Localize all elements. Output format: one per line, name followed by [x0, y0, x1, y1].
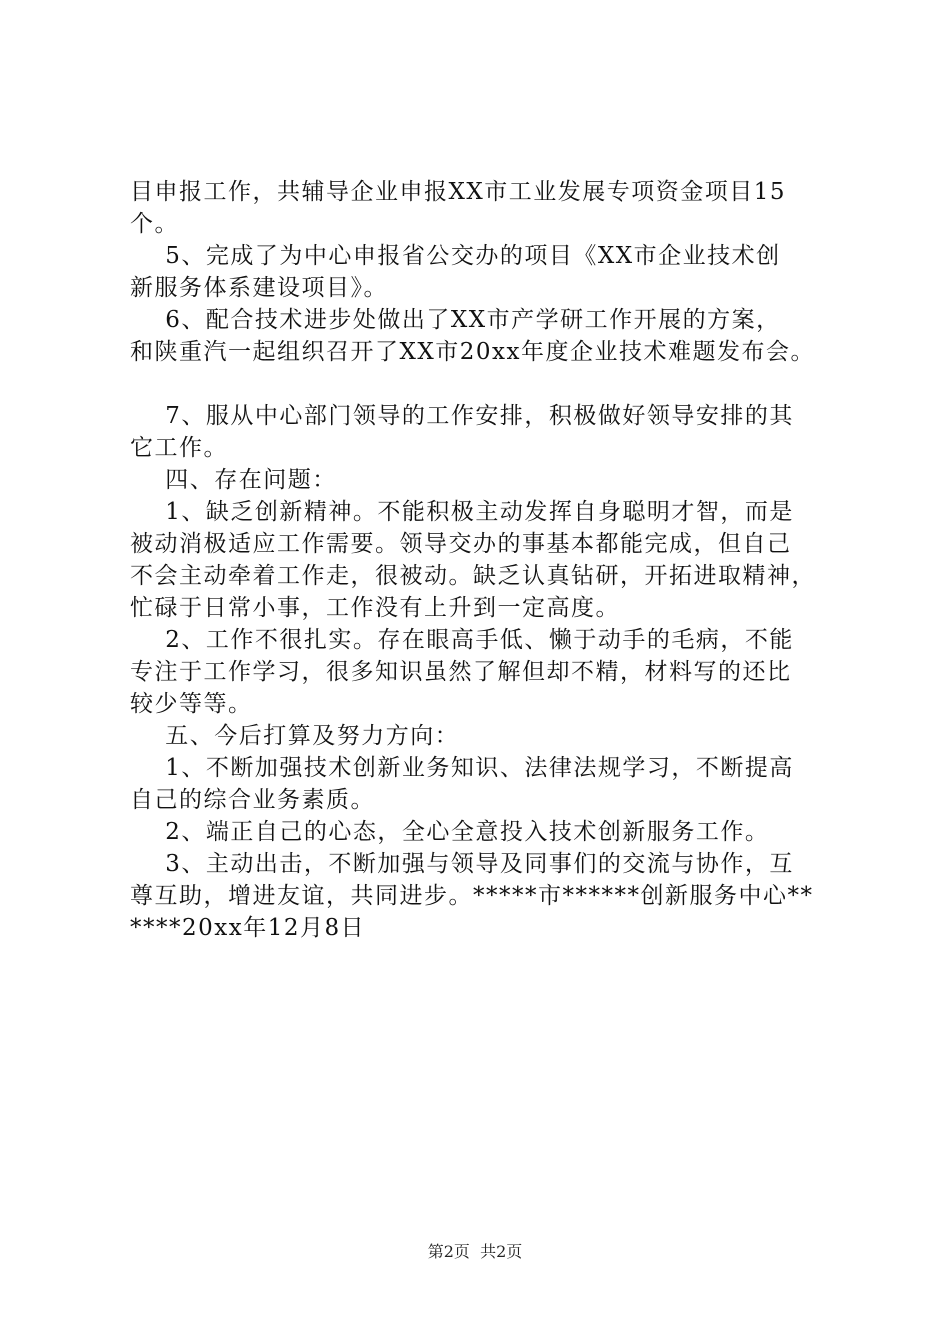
text-line: 和陕重汽一起组织召开了XX市20xx年度企业技术难题发布会。 [130, 339, 815, 365]
text-line: ****20xx年12月8日 [130, 915, 366, 941]
text-line: 不会主动牵着工作走，很被动。缺乏认真钻研，开拓进取精神， [130, 563, 816, 589]
paragraph-gap [130, 368, 830, 400]
text-line: 2、工作不很扎实。存在眼高手低、懒于动手的毛病，不能 [130, 627, 794, 653]
text-line: 个。 [130, 211, 179, 237]
section-heading: 四、存在问题： [130, 467, 337, 493]
text-line: 它工作。 [130, 435, 228, 461]
text-line: 目申报工作，共辅导企业申报XX市工业发展专项资金项目15 [130, 179, 787, 205]
text-line: 自己的综合业务素质。 [130, 787, 375, 813]
text-line: 7、服从中心部门领导的工作安排，积极做好领导安排的其 [130, 403, 794, 429]
text-line: 较少等等。 [130, 691, 253, 717]
text-line: 被动消极适应工作需要。领导交办的事基本都能完成，但自己 [130, 531, 792, 557]
section-heading: 五、今后打算及努力方向： [130, 723, 460, 749]
text-line: 新服务体系建设项目》。 [130, 275, 388, 301]
text-line: 专注于工作学习，很多知识虽然了解但却不精，材料写的还比 [130, 659, 792, 685]
text-line: 尊互助，增进友谊，共同进步。*****市******创新服务中心** [130, 883, 814, 909]
text-line: 5、完成了为中心申报省公交办的项目《XX市企业技术创 [130, 243, 781, 269]
document-body [130, 176, 830, 944]
page-number-footer: 第2页 共2页 [427, 1242, 523, 1261]
text-line: 6、配合技术进步处做出了XX市产学研工作开展的方案， [130, 307, 781, 333]
text-line: 2、端正自己的心态，全心全意投入技术创新服务工作。 [130, 819, 770, 845]
text-line: 1、缺乏创新精神。不能积极主动发挥自身聪明才智，而是 [130, 499, 794, 525]
text-line: 忙碌于日常小事，工作没有上升到一定高度。 [130, 595, 620, 621]
text-line: 1、不断加强技术创新业务知识、法律法规学习，不断提高 [130, 755, 794, 781]
text-line: 3、主动出击，不断加强与领导及同事们的交流与协作，互 [130, 851, 794, 877]
